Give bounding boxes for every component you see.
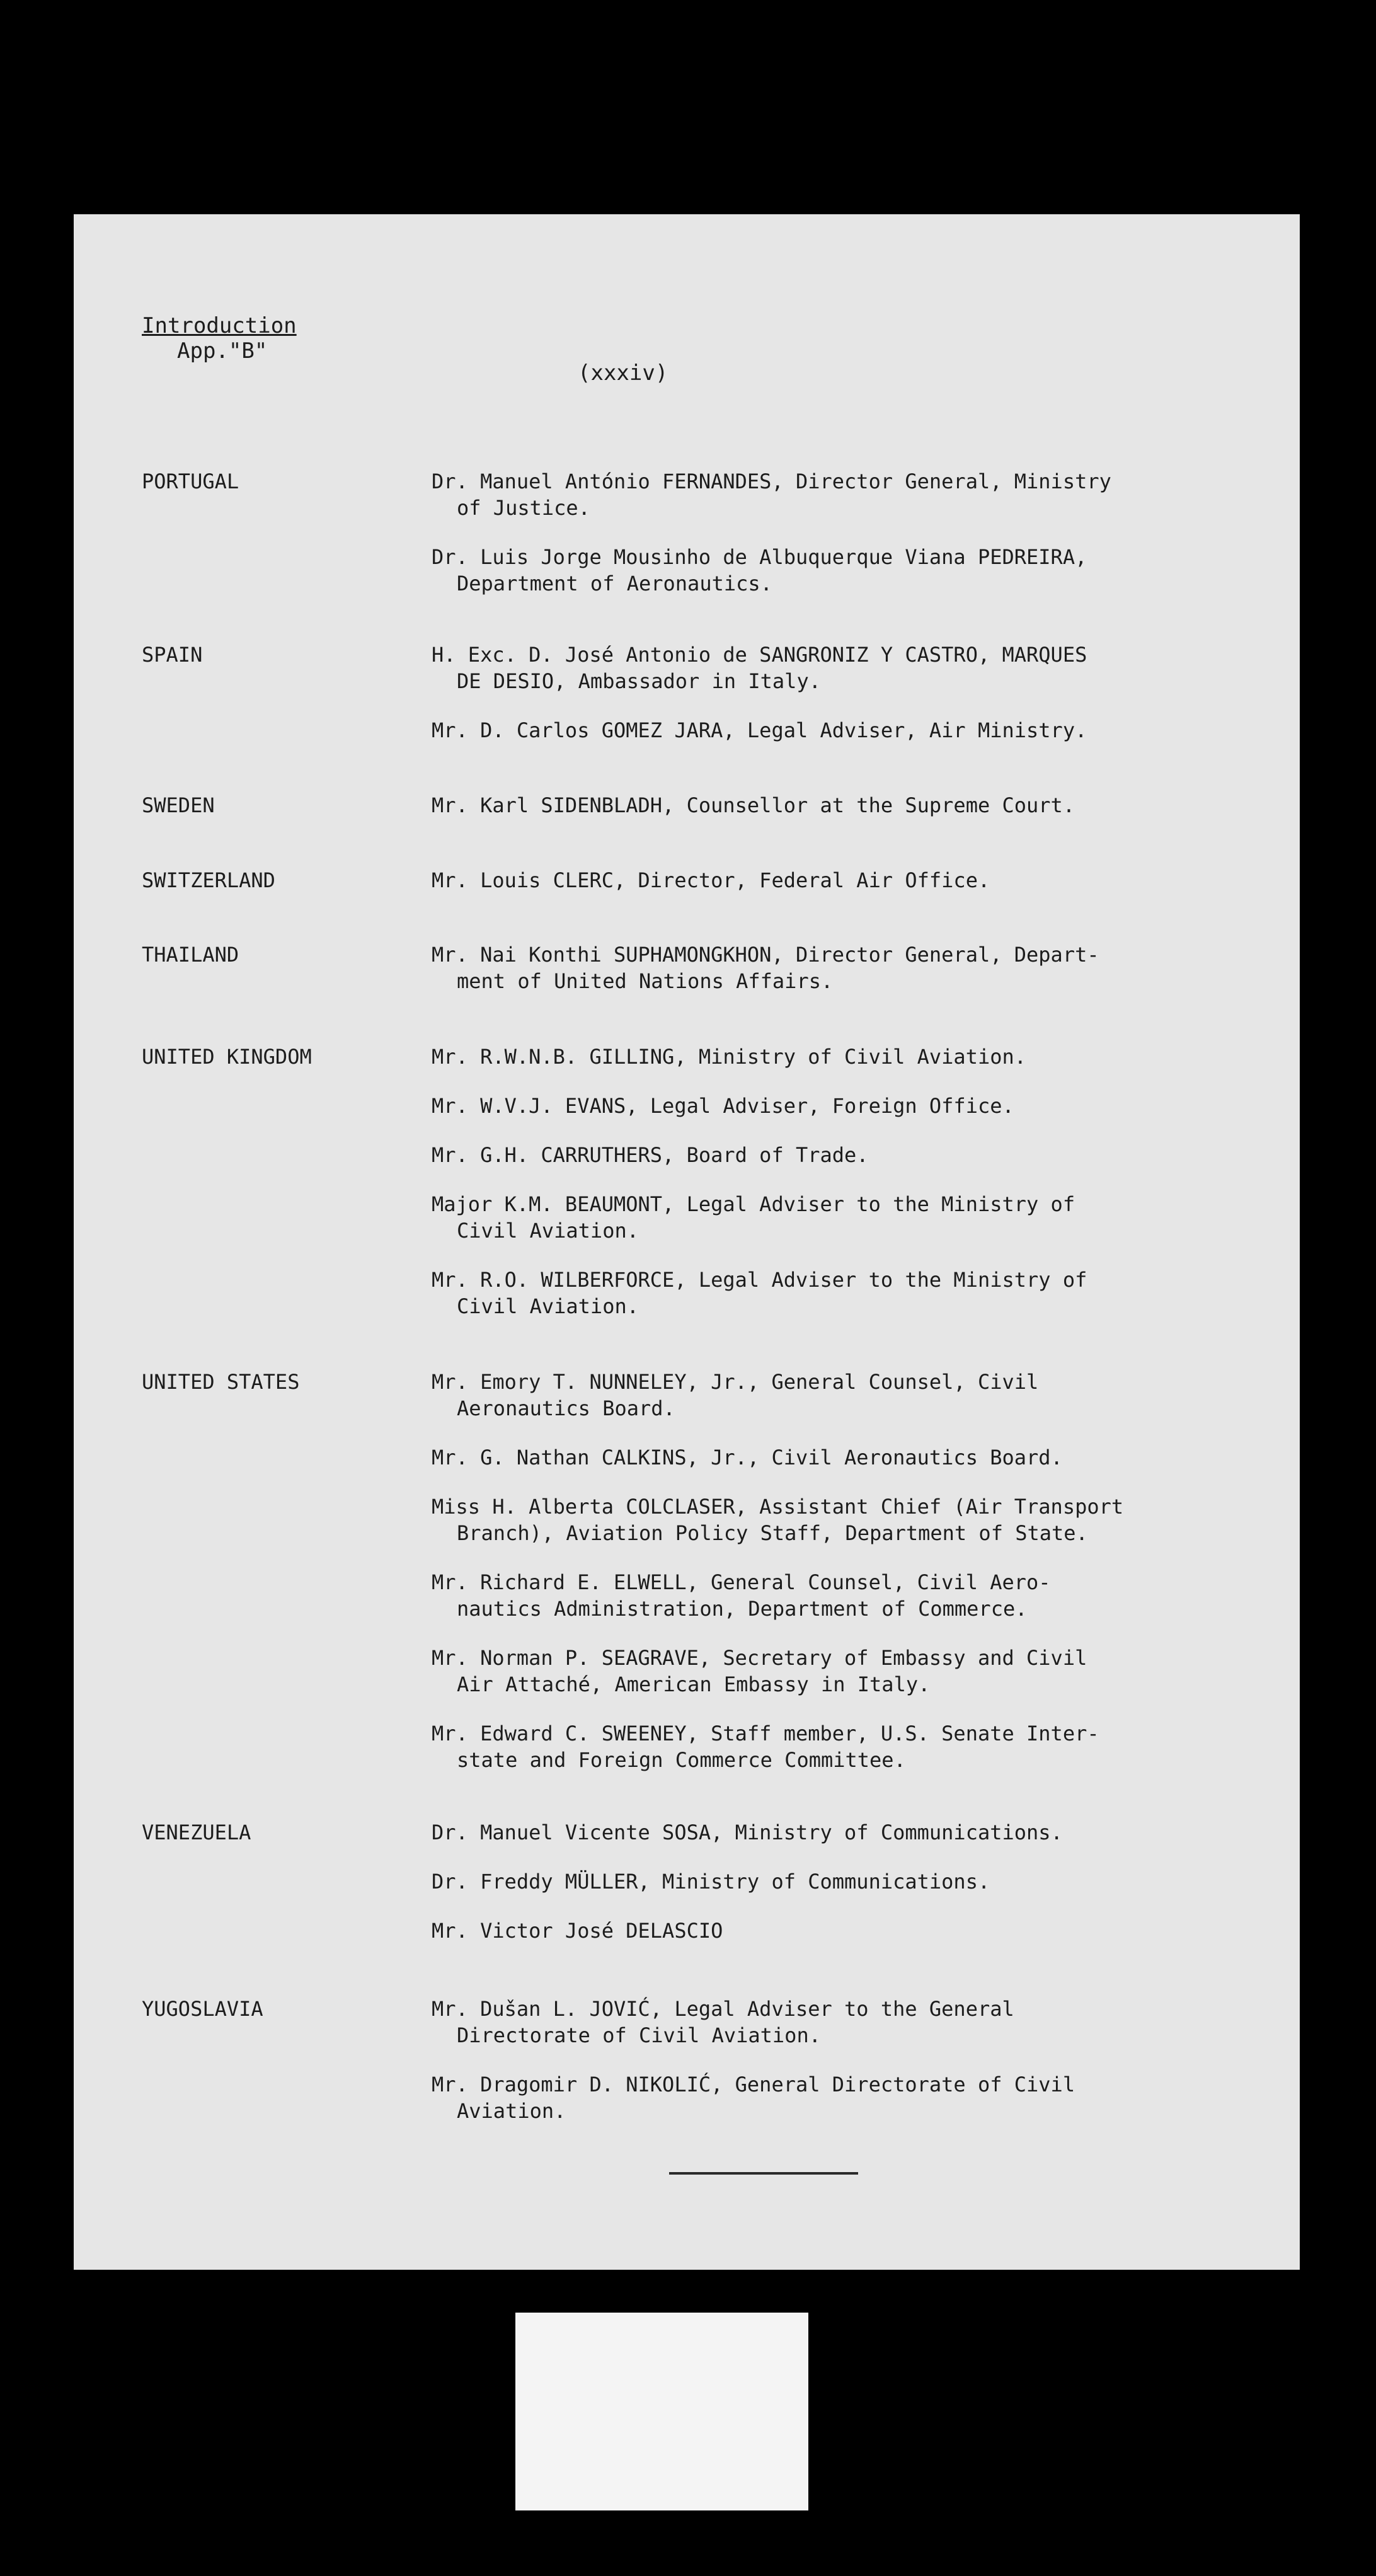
- delegate-entry: Mr. G. Nathan CALKINS, Jr., Civil Aeronautics Board.: [432, 1446, 1063, 1469]
- country-name: SWITZERLAND: [142, 868, 275, 892]
- delegate-entry: Major K.M. BEAUMONT, Legal Adviser to the Ministry of Civil Aviation.: [432, 1192, 1075, 1243]
- country-name: SPAIN: [142, 643, 203, 667]
- country-name: SWEDEN: [142, 793, 215, 817]
- delegate-list: [432, 1819, 1188, 1967]
- delegate-list: [432, 792, 1188, 841]
- document-page: [74, 214, 1300, 2270]
- document-header: [142, 313, 297, 364]
- country-name: UNITED STATES: [142, 1370, 300, 1394]
- country-name: PORTUGAL: [142, 469, 239, 493]
- country-name: THAILAND: [142, 943, 239, 967]
- delegate-entry: Mr. D. Carlos GOMEZ JARA, Legal Adviser, Air Ministry.: [432, 718, 1087, 742]
- delegate-list: [432, 468, 1188, 619]
- delegate-entry: Miss H. Alberta COLCLASER, Assistant Chief (Air Transport Branch), Aviation Policy Staff, Department of State.: [432, 1495, 1124, 1545]
- delegate-list: [432, 641, 1188, 766]
- delegate-entry: Mr. W.V.J. EVANS, Legal Adviser, Foreign Office.: [432, 1094, 1014, 1118]
- delegate-list: [432, 867, 1188, 916]
- delegate-entry: Dr. Freddy MÜLLER, Ministry of Communications.: [432, 1870, 990, 1894]
- delegate-entry: Mr. Karl SIDENBLADH, Counsellor at the Supreme Court.: [432, 793, 1075, 817]
- section-title: Introduction: [142, 313, 297, 338]
- delegate-list: [432, 941, 1188, 1017]
- delegate-entry: Mr. Louis CLERC, Director, Federal Air Office.: [432, 868, 990, 892]
- delegate-entry: Mr. R.W.N.B. GILLING, Ministry of Civil Aviation.: [432, 1045, 1027, 1069]
- delegate-entry: Mr. R.O. WILBERFORCE, Legal Adviser to the Ministry of Civil Aviation.: [432, 1268, 1087, 1318]
- delegate-list: [432, 1996, 1188, 2147]
- country-name: VENEZUELA: [142, 1820, 251, 1844]
- appendix-label: App."B": [177, 338, 268, 364]
- delegate-entry: Mr. Emory T. NUNNELEY, Jr., General Counsel, Civil Aeronautics Board.: [432, 1370, 1039, 1420]
- delegate-entry: Mr. Richard E. ELWELL, General Counsel, Civil Aero- nautics Administration, Department of Commerce.: [432, 1570, 1051, 1621]
- country-name: YUGOSLAVIA: [142, 1997, 263, 2021]
- country-name: UNITED KINGDOM: [142, 1045, 312, 1069]
- closing-rule: [669, 2172, 858, 2175]
- page-number: (xxxiv): [578, 360, 668, 386]
- delegate-entry: Dr. Luis Jorge Mousinho de Albuquerque Viana PEDREIRA, Department of Aeronautics.: [432, 545, 1087, 595]
- delegate-list: [432, 1044, 1188, 1342]
- blank-paper-slip: [515, 2313, 808, 2510]
- delegate-entry: Mr. Edward C. SWEENEY, Staff member, U.S. Senate Inter- state and Foreign Commerce Committee.: [432, 1722, 1099, 1772]
- delegate-entry: Dr. Manuel António FERNANDES, Director General, Ministry of Justice.: [432, 469, 1111, 520]
- delegate-list: [432, 1369, 1188, 1796]
- delegate-entry: Mr. Norman P. SEAGRAVE, Secretary of Embassy and Civil Air Attaché, American Embassy in Italy.: [432, 1646, 1087, 1696]
- delegate-entry: Mr. Nai Konthi SUPHAMONGKHON, Director General, Depart- ment of United Nations Affairs.: [432, 943, 1099, 993]
- delegate-entry: Mr. G.H. CARRUTHERS, Board of Trade.: [432, 1143, 869, 1167]
- delegate-entry: Mr. Dragomir D. NIKOLIĆ, General Directorate of Civil Aviation.: [432, 2073, 1075, 2123]
- delegate-entry: Dr. Manuel Vicente SOSA, Ministry of Communications.: [432, 1820, 1063, 1844]
- delegate-entry: Mr. Victor José DELASCIO: [432, 1919, 723, 1943]
- delegate-entry: Mr. Dušan L. JOVIĆ, Legal Adviser to the General Directorate of Civil Aviation.: [432, 1997, 1014, 2047]
- delegate-entry: H. Exc. D. José Antonio de SANGRONIZ Y CASTRO, MARQUES DE DESIO, Ambassador in Italy.: [432, 643, 1087, 693]
